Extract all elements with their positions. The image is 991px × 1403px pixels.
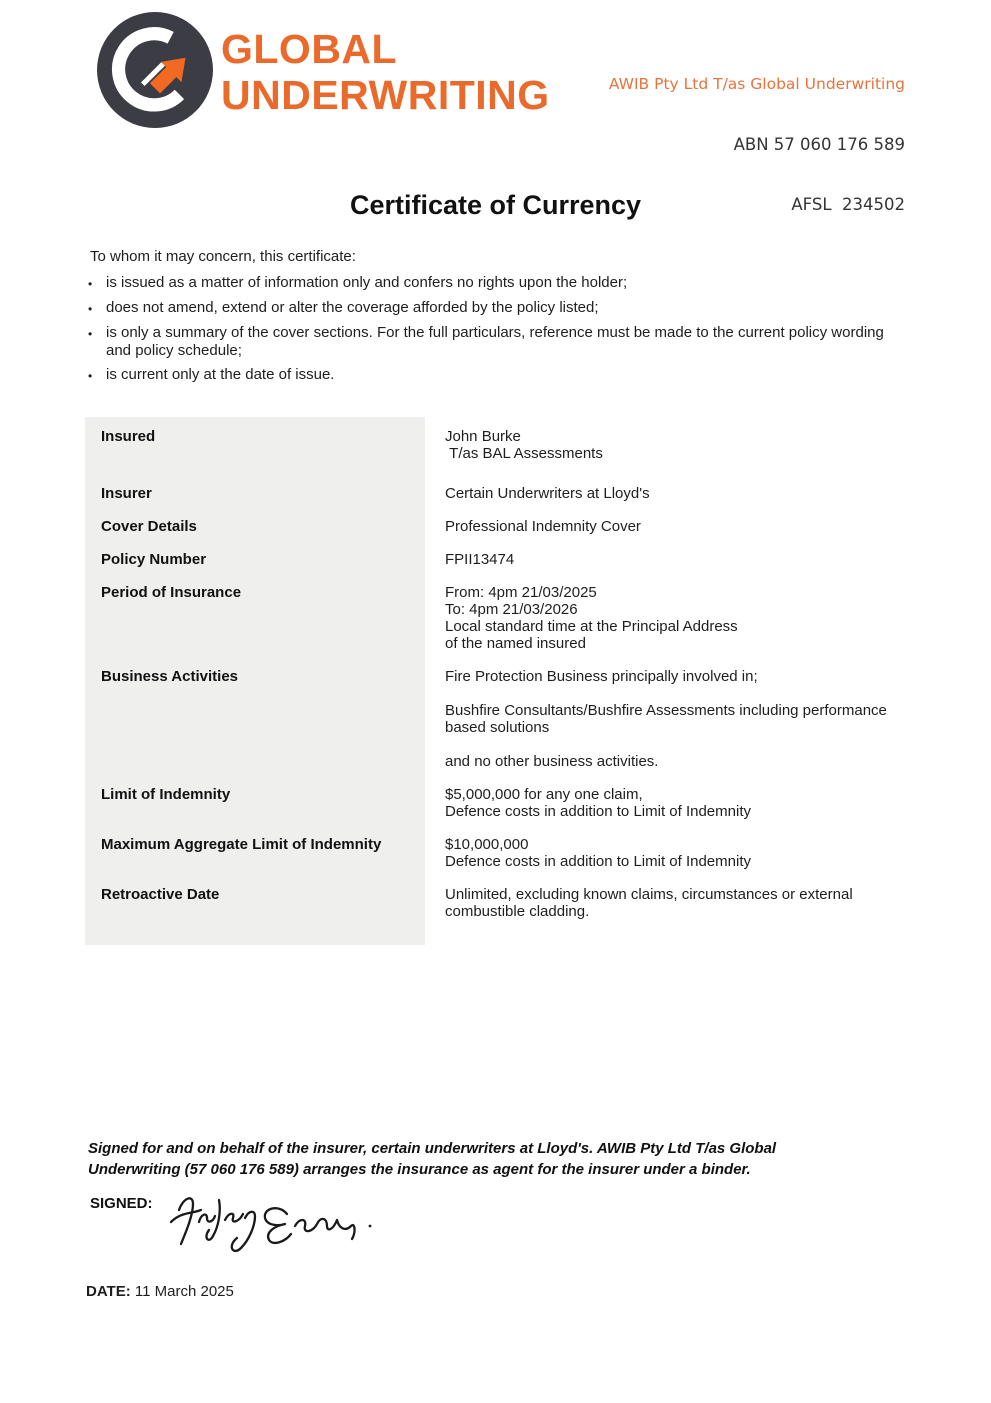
table-row-insurer — [101, 485, 905, 502]
date-value: 11 March 2025 — [134, 1283, 234, 1300]
value-line: of the named insured — [445, 635, 586, 652]
value-line: Local standard time at the Principal Address — [445, 618, 738, 635]
table-row-insured — [101, 428, 905, 462]
table-row-limit-of-indemnity — [101, 786, 905, 820]
list-item — [88, 324, 890, 360]
row-label: Business Activities — [101, 668, 238, 685]
row-value — [445, 518, 905, 535]
logo-wordmark-line2: UNDERWRITING — [221, 72, 550, 118]
handwritten-signature — [163, 1182, 393, 1262]
row-value — [445, 836, 905, 870]
value-line: John Burke — [445, 428, 521, 445]
bullet-text: is issued as a matter of information only and confers no rights upon the holder; — [106, 274, 628, 291]
table-row-policy-number — [101, 551, 905, 568]
bullet-icon: • — [88, 277, 93, 291]
value-line: $5,000,000 for any one claim, — [445, 786, 643, 803]
row-value — [445, 786, 905, 820]
bullet-icon: • — [88, 369, 93, 383]
value-line: Bushfire Consultants/Bushfire Assessments including performance based solutions — [445, 702, 892, 736]
row-label: Policy Number — [101, 551, 207, 568]
row-label: Retroactive Date — [101, 886, 220, 903]
company-afsl: AFSL 234502 — [791, 195, 905, 214]
value-line: Defence costs in addition to Limit of Indemnity — [445, 803, 751, 820]
row-label: Maximum Aggregate Limit of Indemnity — [101, 836, 382, 853]
logo-wordmark — [221, 26, 550, 118]
date-row — [86, 1283, 234, 1300]
company-abn: ABN 57 060 176 589 — [733, 135, 905, 154]
table-row-cover-details — [101, 518, 905, 535]
bullet-icon: • — [88, 302, 93, 316]
bullet-text: is current only at the date of issue. — [106, 366, 335, 383]
list-item — [88, 274, 890, 293]
table-row-max-aggregate-limit — [101, 836, 905, 870]
row-value — [445, 886, 905, 920]
value-line: T/as BAL Assessments — [445, 445, 603, 462]
list-item — [88, 299, 890, 318]
bullet-text: is only a summary of the cover sections. For the full particulars, reference must be made to the current policy wording and policy schedule; — [106, 324, 884, 359]
row-label: Period of Insurance — [101, 584, 242, 601]
intro-text: To whom it may concern, this certificate: — [90, 248, 356, 265]
row-label: Insurer — [101, 485, 152, 502]
declaration-text: Signed for and on behalf of the insurer, certain underwriters at Lloyd's. AWIB Pty Ltd T/as Global Underwriting (57 060 176 589) arranges the insurance as agent for the insurer under a binder. — [88, 1140, 777, 1178]
row-value — [445, 485, 905, 502]
value-line: and no other business activities. — [445, 753, 659, 770]
value-line: Unlimited, excluding known claims, circumstances or external combustible cladding. — [445, 886, 857, 920]
value-line: Certain Underwriters at Lloyd's — [445, 485, 650, 502]
page-title: Certificate of Currency — [349, 190, 642, 220]
row-value — [445, 551, 905, 568]
table-row-business-activities — [101, 668, 905, 770]
value-line: Defence costs in addition to Limit of Indemnity — [445, 853, 751, 870]
value-line: Fire Protection Business principally involved in; — [445, 668, 758, 685]
row-label: Limit of Indemnity — [101, 786, 231, 803]
table-row-retroactive-date — [101, 886, 905, 920]
row-label: Insured — [101, 428, 156, 445]
value-line: To: 4pm 21/03/2026 — [445, 601, 578, 618]
list-item — [88, 366, 890, 385]
date-label: DATE: — [86, 1283, 131, 1300]
row-value — [445, 428, 905, 462]
row-value — [445, 668, 905, 770]
bullet-text: does not amend, extend or alter the coverage afforded by the policy listed; — [106, 299, 599, 316]
signed-label: SIGNED: — [90, 1195, 153, 1212]
table-row-period-of-insurance — [101, 584, 905, 652]
value-line: Professional Indemnity Cover — [445, 518, 641, 535]
value-line — [445, 685, 905, 702]
company-name: AWIB Pty Ltd T/as Global Underwriting — [608, 75, 905, 93]
disclaimer-bullet-list — [88, 274, 890, 391]
row-value — [445, 584, 905, 652]
value-line: FPII13474 — [445, 551, 515, 568]
header-company-block — [609, 34, 905, 254]
row-label: Cover Details — [101, 518, 197, 535]
value-line: From: 4pm 21/03/2025 — [445, 584, 597, 601]
global-underwriting-logo-icon — [96, 11, 214, 129]
policy-details-table — [101, 428, 905, 936]
logo-wordmark-line1: GLOBAL — [221, 26, 398, 72]
value-line — [445, 736, 905, 753]
bullet-icon: • — [88, 327, 93, 341]
value-line: $10,000,000 — [445, 836, 529, 853]
